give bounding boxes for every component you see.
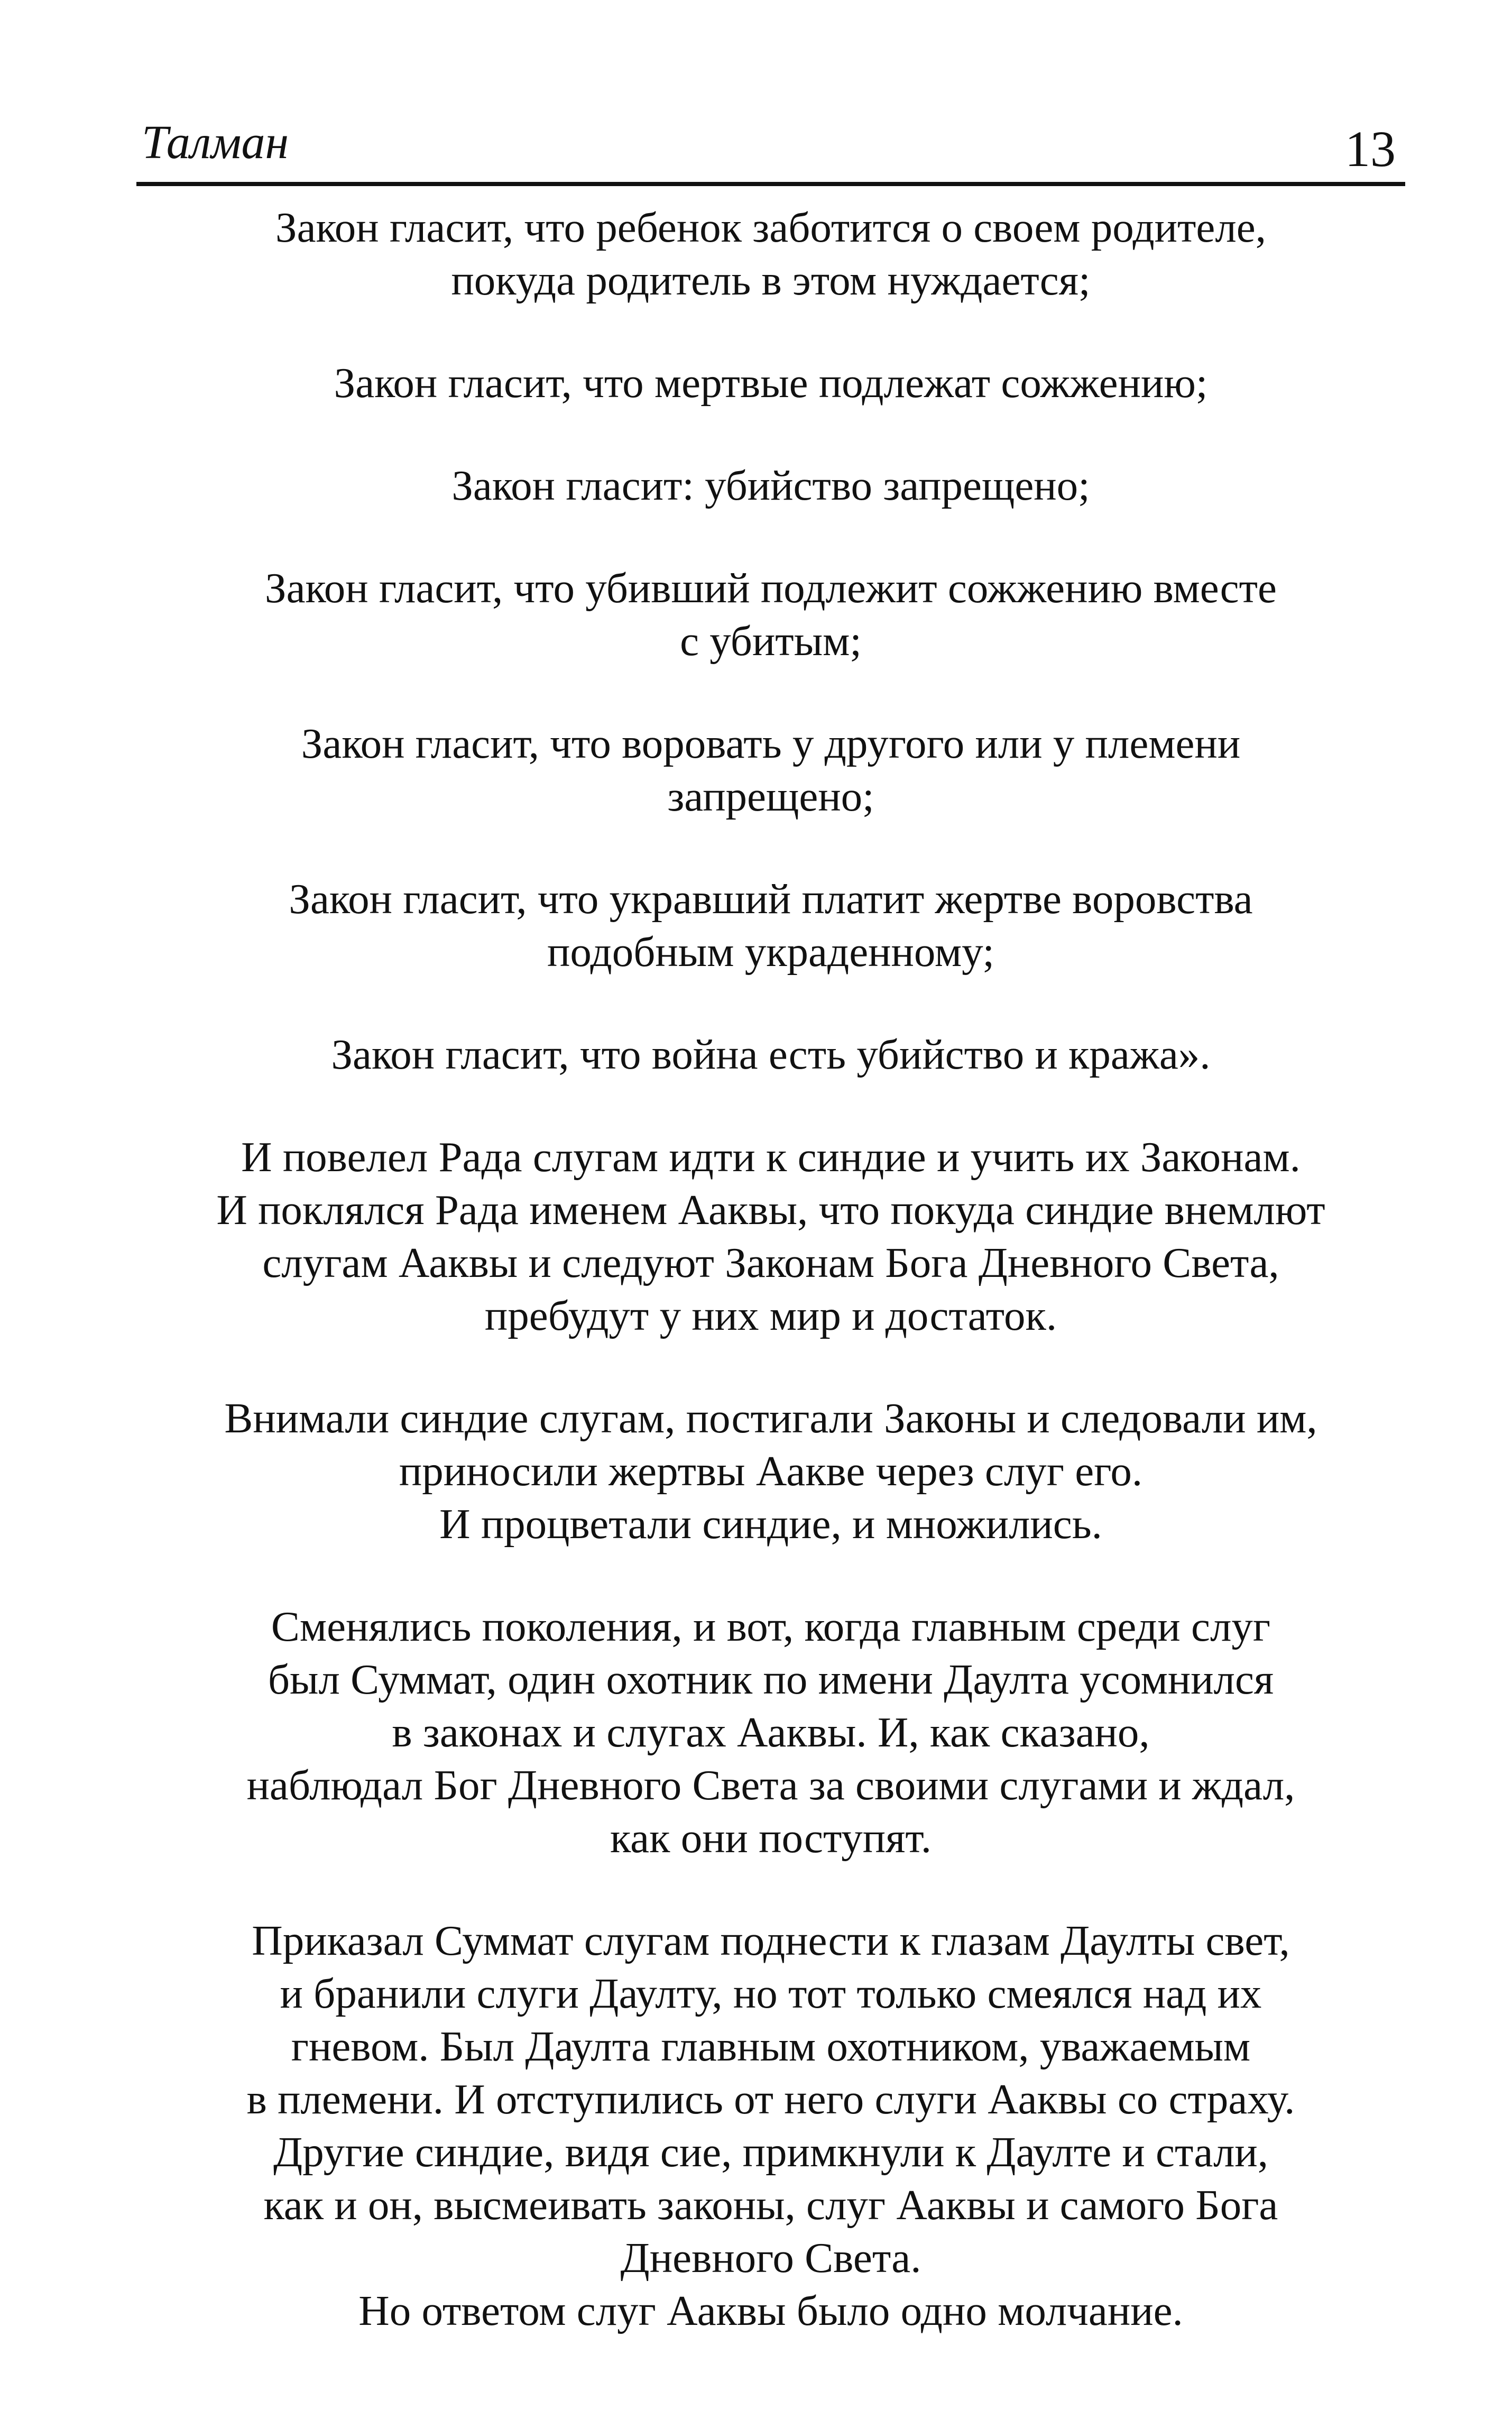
paragraph xyxy=(136,459,1405,512)
paragraph xyxy=(136,717,1405,823)
text-line: пребудут у них мир и достаток. xyxy=(484,1292,1057,1339)
paragraph xyxy=(136,1600,1405,1864)
body-text xyxy=(136,201,1405,2337)
text-line: Приказал Суммат слугам поднести к глазам Даулты свет, xyxy=(252,1917,1290,1964)
text-line: покуда родитель в этом нуждается; xyxy=(451,256,1091,304)
paragraph xyxy=(136,356,1405,409)
text-line: Закон гласит, что убивший подлежит сожжению вместе xyxy=(265,564,1277,612)
text-line: слугам Ааквы и следуют Законам Бога Дневного Света, xyxy=(262,1239,1279,1286)
text-line: Внимали синдие слугам, постигали Законы и следовали им, xyxy=(224,1394,1317,1442)
text-line: Дневного Света. xyxy=(620,2234,921,2282)
text-line: как и он, высмеивать законы, слуг Ааквы и самого Бога xyxy=(263,2181,1278,2229)
text-line: Закон гласит, что мертвые подлежат сожжению; xyxy=(334,359,1208,407)
text-line: приносили жертвы Аакве через слуг его. xyxy=(399,1447,1143,1495)
text-line: как они поступят. xyxy=(610,1814,932,1862)
text-line: Но ответом слуг Ааквы было одно молчание. xyxy=(358,2287,1183,2334)
text-line: в законах и слугах Ааквы. И, как сказано, xyxy=(392,1708,1150,1756)
text-line: гневом. Был Даулта главным охотником, уважаемым xyxy=(291,2022,1251,2070)
header-rule xyxy=(136,182,1405,186)
text-line: Закон гласит, что укравший платит жертве воровства xyxy=(289,875,1253,923)
text-line: И процветали синдие, и множились. xyxy=(439,1500,1102,1548)
page-header xyxy=(136,108,1405,177)
text-line: запрещено; xyxy=(667,772,874,820)
text-line: Закон гласит, что ребенок заботится о своем родителе, xyxy=(275,204,1266,251)
text-line: с убитым; xyxy=(680,617,862,665)
paragraph xyxy=(136,1392,1405,1550)
text-line: Закон гласит: убийство запрещено; xyxy=(451,462,1090,509)
text-line: И поклялся Рада именем Ааквы, что покуда синдие внемлют xyxy=(216,1186,1325,1234)
text-line: Другие синдие, видя сие, примкнули к Даулте и стали, xyxy=(273,2128,1269,2176)
text-line: Закон гласит, что война есть убийство и кража». xyxy=(331,1031,1211,1078)
paragraph xyxy=(136,1914,1405,2337)
paragraph xyxy=(136,562,1405,667)
paragraph xyxy=(136,1028,1405,1081)
running-title: Талман xyxy=(142,116,289,169)
text-line: был Суммат, один охотник по имени Даулта усомнился xyxy=(268,1656,1274,1703)
paragraph xyxy=(136,872,1405,978)
page-number: 13 xyxy=(1345,121,1396,177)
text-line: Закон гласит, что воровать у другого или у племени xyxy=(301,720,1241,767)
paragraph xyxy=(136,201,1405,307)
text-line: Сменялись поколения, и вот, когда главным среди слуг xyxy=(271,1603,1271,1650)
paragraph xyxy=(136,1130,1405,1342)
text-line: в племени. И отступились от него слуги Ааквы со страху. xyxy=(246,2075,1295,2123)
text-line: наблюдал Бог Дневного Света за своими слугами и ждал, xyxy=(246,1761,1295,1809)
text-line: И повелел Рада слугам идти к синдие и учить их Законам. xyxy=(241,1133,1301,1181)
text-line: и бранили слуги Даулту, но тот только смеялся над их xyxy=(280,1970,1262,2017)
text-line: подобным украденному; xyxy=(547,928,995,976)
